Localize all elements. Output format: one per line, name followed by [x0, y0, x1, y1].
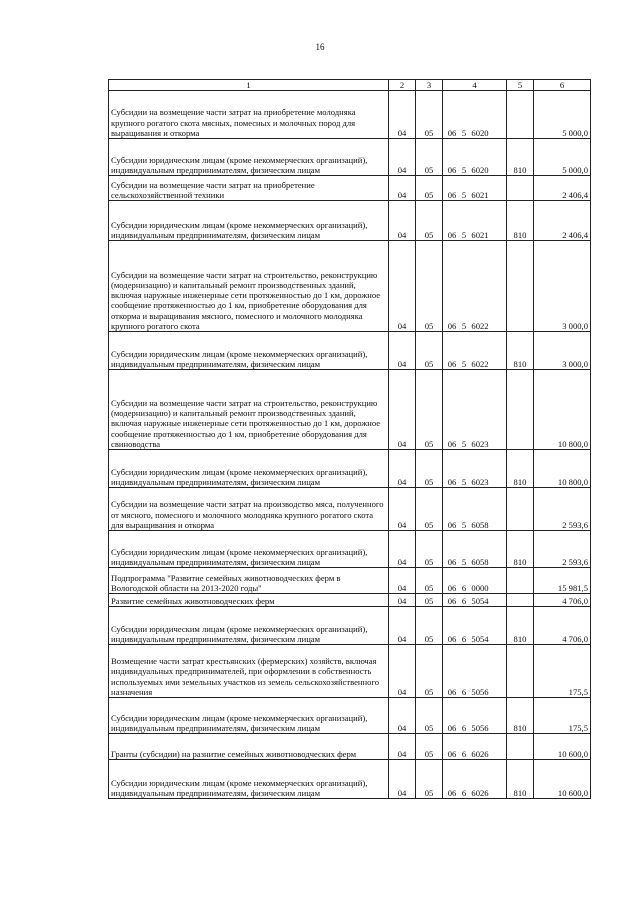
code-part-3: 6058 [471, 520, 489, 530]
row-col3: 05 [416, 488, 443, 531]
row-col3: 05 [416, 370, 443, 450]
row-col2: 04 [389, 734, 416, 760]
row-target-code [443, 607, 507, 645]
row-target-code [443, 734, 507, 760]
row-amount: 10 800,0 [534, 370, 591, 450]
row-name: Подпрограмма "Развитие семейных животноводческих ферм в Вологодской области на 2013-2020 годы" [109, 568, 389, 594]
row-name: Субсидии юридическим лицам (кроме некоммерческих организаций), индивидуальным предпринимателям, физическим лицам [109, 698, 389, 734]
code-part-1: 06 [447, 359, 457, 369]
column-header: 1 [109, 80, 389, 91]
row-col5: 810 [507, 332, 534, 370]
code-part-2: 6 [461, 634, 467, 644]
row-col3: 05 [416, 698, 443, 734]
code-part-1: 06 [447, 788, 457, 798]
code-part-1: 06 [447, 596, 457, 606]
code-part-2: 5 [461, 230, 467, 240]
row-amount: 3 000,0 [534, 332, 591, 370]
code-part-2: 6 [461, 788, 467, 798]
row-target-code [443, 760, 507, 799]
table-row [109, 568, 591, 594]
row-col2: 04 [389, 488, 416, 531]
code-part-2: 5 [461, 520, 467, 530]
row-col2: 04 [389, 176, 416, 201]
row-col5 [507, 176, 534, 201]
row-col2: 04 [389, 568, 416, 594]
row-name: Субсидии юридическим лицам (кроме некоммерческих организаций), индивидуальным предпринимателям, физическим лицам [109, 607, 389, 645]
row-name: Субсидии юридическим лицам (кроме некоммерческих организаций), индивидуальным предпринимателям, физическим лицам [109, 201, 389, 241]
row-target-code [443, 176, 507, 201]
row-target-code [443, 531, 507, 568]
column-header: 3 [416, 80, 443, 91]
row-col2: 04 [389, 139, 416, 176]
table-row [109, 531, 591, 568]
row-col5: 810 [507, 201, 534, 241]
table-row [109, 332, 591, 370]
row-name: Субсидии юридическим лицам (кроме некоммерческих организаций), индивидуальным предпринимателям, физическим лицам [109, 450, 389, 488]
row-col5: 810 [507, 450, 534, 488]
row-amount: 10 600,0 [534, 734, 591, 760]
column-header: 6 [534, 80, 591, 91]
table-header-row [109, 80, 591, 91]
row-col5 [507, 594, 534, 607]
row-amount: 5 000,0 [534, 139, 591, 176]
row-col5: 810 [507, 760, 534, 799]
row-target-code [443, 594, 507, 607]
row-amount: 3 000,0 [534, 241, 591, 332]
code-part-2: 5 [461, 128, 467, 138]
code-part-2: 5 [461, 557, 467, 567]
code-part-3: 5056 [471, 723, 489, 733]
row-target-code [443, 568, 507, 594]
code-part-3: 6022 [471, 359, 489, 369]
row-amount: 175,5 [534, 645, 591, 698]
code-part-3: 6026 [471, 788, 489, 798]
row-col5: 810 [507, 139, 534, 176]
row-amount: 10 800,0 [534, 450, 591, 488]
row-amount: 2 406,4 [534, 176, 591, 201]
code-part-2: 6 [461, 687, 467, 697]
row-amount: 175,5 [534, 698, 591, 734]
row-name: Субсидии на возмещение части затрат на производство мяса, полученного от мясного, помесного и молочного молодняка крупного рогатого скота для выращивания и откорма [109, 488, 389, 531]
row-name: Субсидии на возмещение части затрат на приобретение сельскохозяйственной техники [109, 176, 389, 201]
row-col3: 05 [416, 568, 443, 594]
table-row [109, 450, 591, 488]
code-part-3: 6058 [471, 557, 489, 567]
row-name: Развитие семейных животноводческих ферм [109, 594, 389, 607]
code-part-3: 5054 [471, 634, 489, 644]
code-part-1: 06 [447, 439, 457, 449]
code-part-1: 06 [447, 749, 457, 759]
table-row [109, 370, 591, 450]
row-name: Субсидии юридическим лицам (кроме некоммерческих организаций), индивидуальным предпринимателям, физическим лицам [109, 531, 389, 568]
row-col3: 05 [416, 241, 443, 332]
row-col3: 05 [416, 139, 443, 176]
row-target-code [443, 450, 507, 488]
row-target-code [443, 488, 507, 531]
row-name: Возмещение части затрат крестьянских (фермерских) хозяйств, включая индивидуальных предпринимателей, при оформлении в собственность используемых ими земельных участков из земель сельскохозяйственного назначения [109, 645, 389, 698]
page-number: 16 [315, 42, 325, 52]
code-part-1: 06 [447, 477, 457, 487]
code-part-3: 0000 [471, 583, 489, 593]
row-name: Гранты (субсидии) на разнитие семейных животноводческих ферм [109, 734, 389, 760]
code-part-2: 5 [461, 165, 467, 175]
row-col3: 05 [416, 734, 443, 760]
code-part-2: 5 [461, 477, 467, 487]
row-col5 [507, 91, 534, 139]
row-col5 [507, 370, 534, 450]
code-part-3: 5056 [471, 687, 489, 697]
row-target-code [443, 241, 507, 332]
code-part-2: 6 [461, 749, 467, 759]
row-col2: 04 [389, 450, 416, 488]
column-header: 4 [443, 80, 507, 91]
row-col5 [507, 734, 534, 760]
row-col2: 04 [389, 760, 416, 799]
row-col2: 04 [389, 370, 416, 450]
row-col3: 05 [416, 450, 443, 488]
row-name: Субсидии на возмещение части затрат на приобретение молодняка крупного рогатого скота мясных, помесных и молочных пород для выращивания и откорма [109, 91, 389, 139]
row-target-code [443, 698, 507, 734]
column-header: 2 [389, 80, 416, 91]
row-target-code [443, 645, 507, 698]
code-part-2: 6 [461, 596, 467, 606]
table-row [109, 201, 591, 241]
code-part-1: 06 [447, 321, 457, 331]
row-amount: 2 593,6 [534, 531, 591, 568]
table-row [109, 698, 591, 734]
row-target-code [443, 139, 507, 176]
row-col2: 04 [389, 201, 416, 241]
code-part-3: 6023 [471, 439, 489, 449]
table-row [109, 734, 591, 760]
row-col2: 04 [389, 594, 416, 607]
row-amount: 5 000,0 [534, 91, 591, 139]
row-col2: 04 [389, 241, 416, 332]
code-part-1: 06 [447, 723, 457, 733]
row-col3: 05 [416, 332, 443, 370]
row-col2: 04 [389, 332, 416, 370]
row-col3: 05 [416, 201, 443, 241]
table-row [109, 645, 591, 698]
code-part-3: 6021 [471, 190, 489, 200]
budget-table [108, 79, 591, 799]
code-part-3: 6020 [471, 165, 489, 175]
table-row [109, 91, 591, 139]
row-col5: 810 [507, 531, 534, 568]
code-part-1: 06 [447, 520, 457, 530]
row-name: Субсидии на возмещение части затрат на строительство, реконструкцию (модернизацию) и капитальный ремонт производственных зданий, включая наружные инженерные сети протяженностью до 1 км, дорожное сообщение протяженностью до 1 км, приобретение оборудования для свиноводства [109, 370, 389, 450]
code-part-1: 06 [447, 190, 457, 200]
code-part-1: 06 [447, 165, 457, 175]
row-col5 [507, 488, 534, 531]
row-col2: 04 [389, 607, 416, 645]
row-col2: 04 [389, 531, 416, 568]
code-part-3: 6023 [471, 477, 489, 487]
code-part-3: 6020 [471, 128, 489, 138]
table-body [109, 91, 591, 799]
row-name: Субсидии юридическим лицам (кроме некоммерческих организаций), индивидуальным предпринимателям, физическим лицам [109, 760, 389, 799]
row-target-code [443, 370, 507, 450]
code-part-1: 06 [447, 634, 457, 644]
row-name: Субсидии юридическим лицам (кроме некоммерческих организаций), индивидуальным предпринимателям, физическим лицам [109, 139, 389, 176]
row-col2: 04 [389, 645, 416, 698]
table-row [109, 760, 591, 799]
row-amount: 2 406,4 [534, 201, 591, 241]
code-part-3: 6022 [471, 321, 489, 331]
code-part-1: 06 [447, 583, 457, 593]
table-row [109, 176, 591, 201]
table-row [109, 488, 591, 531]
code-part-1: 06 [447, 557, 457, 567]
code-part-3: 6026 [471, 749, 489, 759]
row-name: Субсидии на возмещение части затрат на строительство, реконструкцию (модернизацию) и капитальный ремонт производственных зданий, включая наружные инженерные сети протяженностью до 1 км, дорожное сообщение протяженностью до 1 км, приобретение оборудования для откорма и выращивания мясного, помесного и молочного молодняка крупного рогатого скота [109, 241, 389, 332]
row-col5 [507, 241, 534, 332]
row-name: Субсидии юридическим лицам (кроме некоммерческих организаций), индивидуальным предпринимателям, физическим лицам [109, 332, 389, 370]
row-col3: 05 [416, 176, 443, 201]
table-row [109, 241, 591, 332]
row-col3: 05 [416, 607, 443, 645]
code-part-3: 5054 [471, 596, 489, 606]
row-col2: 04 [389, 698, 416, 734]
row-target-code [443, 332, 507, 370]
row-col3: 05 [416, 645, 443, 698]
code-part-1: 06 [447, 687, 457, 697]
row-col2: 04 [389, 91, 416, 139]
column-header: 5 [507, 80, 534, 91]
row-amount: 2 593,6 [534, 488, 591, 531]
row-col3: 05 [416, 91, 443, 139]
row-amount: 10 600,0 [534, 760, 591, 799]
row-col5 [507, 568, 534, 594]
row-col3: 05 [416, 531, 443, 568]
code-part-2: 6 [461, 583, 467, 593]
row-col5: 810 [507, 607, 534, 645]
row-amount: 15 981,5 [534, 568, 591, 594]
row-target-code [443, 91, 507, 139]
code-part-3: 6021 [471, 230, 489, 240]
code-part-2: 5 [461, 321, 467, 331]
code-part-2: 5 [461, 190, 467, 200]
row-col5 [507, 645, 534, 698]
code-part-1: 06 [447, 230, 457, 240]
table-row [109, 139, 591, 176]
code-part-1: 06 [447, 128, 457, 138]
row-amount: 4 706,0 [534, 594, 591, 607]
row-col3: 05 [416, 594, 443, 607]
code-part-2: 5 [461, 439, 467, 449]
row-col5: 810 [507, 698, 534, 734]
row-col3: 05 [416, 760, 443, 799]
row-target-code [443, 201, 507, 241]
code-part-2: 5 [461, 359, 467, 369]
table-row [109, 607, 591, 645]
code-part-2: 6 [461, 723, 467, 733]
table-row [109, 594, 591, 607]
row-amount: 4 706,0 [534, 607, 591, 645]
